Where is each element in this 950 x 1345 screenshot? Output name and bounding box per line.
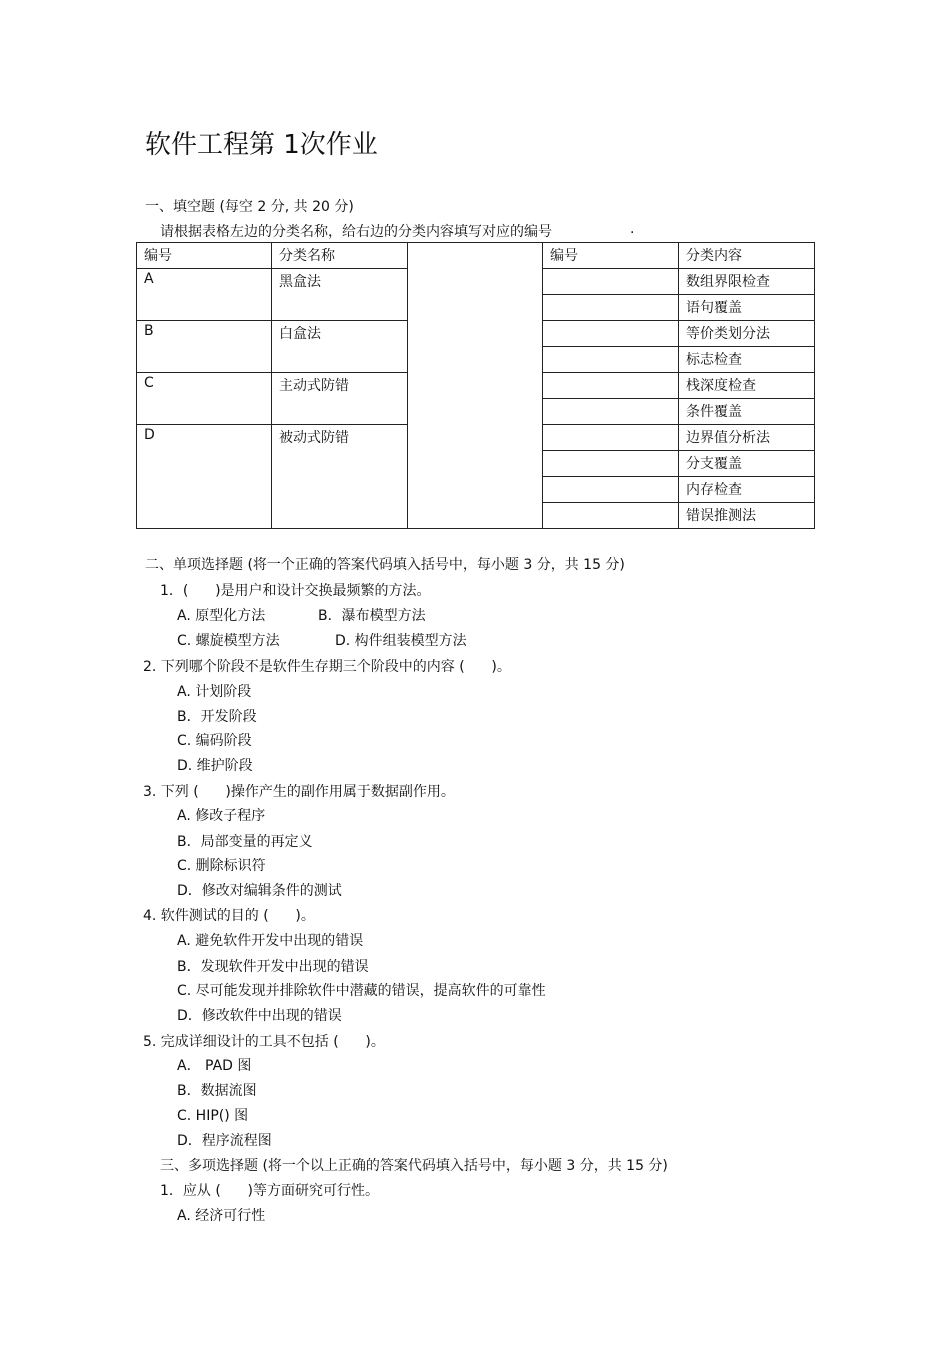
option[interactable]: A. 修改子程序: [177, 808, 266, 824]
option[interactable]: B．开发阶段: [177, 709, 257, 725]
answer-cell[interactable]: [543, 321, 679, 347]
row-code: B: [137, 321, 272, 373]
option[interactable]: D. 维护阶段: [177, 758, 253, 774]
option[interactable]: A. 避免软件开发中出现的错误: [177, 933, 364, 949]
section2-heading: 二、单项选择题 (将一个正确的答案代码填入括号中，每小题 3 分，共 15 分): [145, 557, 625, 573]
question-1: 1．( )是用户和设计交换最频繁的方法。: [160, 583, 431, 599]
header-content: 分类内容: [679, 243, 815, 269]
section1-instruction: 请根据表格左边的分类名称，给右边的分类内容填写对应的编号: [160, 224, 552, 240]
option[interactable]: B．瀑布模型方法: [318, 608, 426, 624]
header-code-left: 编号: [137, 243, 272, 269]
row-code: D: [137, 425, 272, 529]
header-name: 分类名称: [272, 243, 408, 269]
option[interactable]: D．修改对编辑条件的测试: [177, 883, 342, 899]
answer-cell[interactable]: [543, 269, 679, 295]
row-name: 白盒法: [272, 321, 408, 373]
row-name: 被动式防错: [272, 425, 408, 529]
content-cell: 等价类划分法: [679, 321, 815, 347]
answer-cell[interactable]: [543, 347, 679, 373]
content-cell: 条件覆盖: [679, 399, 815, 425]
question-3: 3. 下列 ( )操作产生的副作用属于数据副作用。: [143, 784, 455, 800]
content-cell: 语句覆盖: [679, 295, 815, 321]
answer-cell[interactable]: [543, 399, 679, 425]
answer-cell[interactable]: [543, 295, 679, 321]
option[interactable]: A. 计划阶段: [177, 684, 252, 700]
content-cell: 内存检查: [679, 477, 815, 503]
content-cell: 栈深度检查: [679, 373, 815, 399]
row-name: 黑盒法: [272, 269, 408, 321]
question-5: 5. 完成详细设计的工具不包括 ( )。: [143, 1034, 385, 1050]
answer-cell[interactable]: [543, 425, 679, 451]
section3-question-1: 1．应从 ( )等方面研究可行性。: [160, 1183, 379, 1199]
option[interactable]: C. 螺旋模型方法: [177, 633, 280, 649]
answer-cell[interactable]: [543, 477, 679, 503]
option[interactable]: D. 构件组装模型方法: [335, 633, 467, 649]
option[interactable]: C. 尽可能发现并排除软件中潜藏的错误，提高软件的可靠性: [177, 983, 546, 999]
option[interactable]: B．数据流图: [177, 1083, 257, 1099]
header-code-right: 编号: [543, 243, 679, 269]
option[interactable]: C. HIP() 图: [177, 1108, 249, 1124]
content-cell: 错误推测法: [679, 503, 815, 529]
section1-instruction-end: .: [630, 221, 635, 237]
answer-cell[interactable]: [543, 503, 679, 529]
classification-table: [136, 242, 815, 529]
content-cell: 数组界限检查: [679, 269, 815, 295]
content-cell: 分支覆盖: [679, 451, 815, 477]
option[interactable]: A. 原型化方法: [177, 608, 266, 624]
option[interactable]: B．发现软件开发中出现的错误: [177, 959, 369, 975]
row-name: 主动式防错: [272, 373, 408, 425]
option[interactable]: D．修改软件中出现的错误: [177, 1008, 342, 1024]
question-2: 2. 下列哪个阶段不是软件生存期三个阶段中的内容 ( )。: [143, 659, 511, 675]
content-cell: 边界值分析法: [679, 425, 815, 451]
option[interactable]: C. 编码阶段: [177, 733, 252, 749]
option[interactable]: A. 经济可行性: [177, 1208, 266, 1224]
option[interactable]: C. 删除标识符: [177, 858, 266, 874]
answer-cell[interactable]: [543, 451, 679, 477]
option[interactable]: D．程序流程图: [177, 1133, 272, 1149]
content-cell: 标志检查: [679, 347, 815, 373]
option[interactable]: A． PAD 图: [177, 1058, 252, 1074]
section1-heading: 一、填空题 (每空 2 分, 共 20 分): [145, 199, 354, 215]
page-title: 软件工程第 1次作业: [145, 130, 378, 160]
section3-heading: 三、多项选择题 (将一个以上正确的答案代码填入括号中，每小题 3 分，共 15 分): [160, 1158, 668, 1174]
row-code: C: [137, 373, 272, 425]
option[interactable]: B．局部变量的再定义: [177, 834, 313, 850]
answer-cell[interactable]: [543, 373, 679, 399]
table-gap: [408, 243, 543, 529]
question-4: 4. 软件测试的目的 ( )。: [143, 908, 315, 924]
row-code: A: [137, 269, 272, 321]
